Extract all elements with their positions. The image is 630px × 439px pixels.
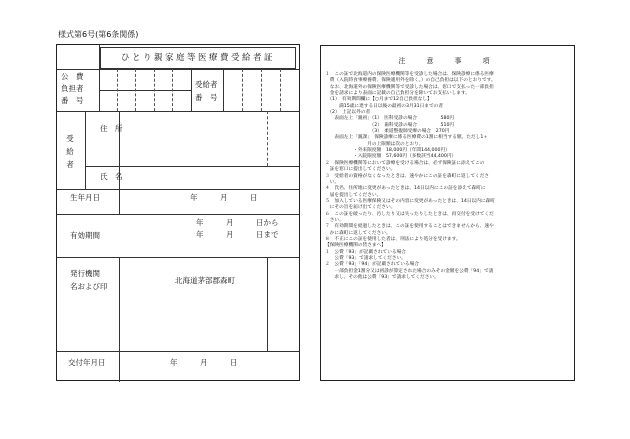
notice-line: ２ 保険医療機関等において診療を受ける場合は、必ず保険証に添えてこの: [325, 160, 485, 166]
notice-line: ・入院限度額 57,600円（多数該当44,400円）: [325, 154, 457, 160]
burden-label-2: 負担者: [61, 84, 84, 93]
digit-divider: [172, 69, 173, 111]
validity-to: 年 月 日まで: [196, 230, 279, 239]
issue-date-fields: 年 月 日: [170, 358, 238, 367]
issuer-name: 北海道茅部郡森町: [175, 276, 235, 285]
issuer-label-1: 発行機関: [70, 269, 100, 278]
notice-line: ４ 氏名、住所地に変更があったときは、14日以内にこの証を添えて森町に: [325, 186, 486, 192]
digit-divider: [154, 69, 155, 111]
recipient-number-label-1: 受給者: [195, 80, 218, 89]
recipient-number-label-2: 番 号: [195, 93, 218, 102]
notice-line: ８ 不正にこの証を使用した者は、刑法により処分を受けます。: [325, 236, 461, 242]
notice-line: 一部負担金1割分又は初診が算定された場合のみその金額を公費「94」で請: [325, 268, 494, 274]
beneficiary-label: [65, 132, 75, 171]
birth-date-label: 生年月日: [70, 193, 100, 202]
notice-line: 表面左上「親初」（1） 医科受診の場合 580円: [325, 116, 455, 122]
notice-line: １ この証で北海道内の保険医療機関等を受診した場合は、保険診療に係る医療: [325, 72, 494, 77]
notice-line: 表面左上「親課」 保険診療に係る医療費の1割に相当する額。ただし1ヶ: [325, 135, 488, 141]
burden-label-1: 公 費: [61, 72, 84, 81]
divider: [267, 111, 268, 166]
address-label: 住 所: [100, 124, 123, 133]
notice-line: （3） 柔道整復師受療の場合 270円: [325, 129, 450, 135]
notice-line: 【保険医療機関の皆さまへ】: [325, 243, 386, 249]
issuer-label-2: 名および印: [70, 282, 108, 291]
birth-date-fields: 年 月 日: [190, 193, 258, 202]
notice-line: い。: [325, 179, 340, 185]
notice-line: なお、北海道外の保険医療機関等で受診した場合は、窓口で支払った一部負担: [325, 84, 494, 90]
notice-line: ・外来限度額 18,000円（年間144,000円）: [325, 148, 450, 154]
notice-line: 公費「93」で請求してください。: [325, 255, 406, 261]
digit-divider: [242, 69, 243, 111]
notice-line: にその旨を届け出てください。: [325, 205, 396, 211]
digit-divider: [280, 69, 281, 111]
divider: [85, 111, 86, 189]
notice-line: さい。: [325, 217, 344, 223]
divider: [57, 257, 299, 258]
divider: [57, 189, 299, 190]
validity-label: 有効期間: [70, 231, 100, 240]
certificate-title: ひとり親家庭等医療費受給者証: [100, 47, 296, 69]
notice-line: （2） 上記以外の者: [325, 110, 371, 116]
notice-line: （1） 有効期間欄に【○月まで12自己負担なし】: [325, 97, 432, 103]
notice-line: 満15歳に達する日以後の最初の3月31日までの者: [325, 103, 444, 109]
notice-panel: [320, 45, 575, 381]
divider: [57, 111, 299, 112]
digit-divider: [261, 69, 262, 111]
beneficiary-label-text: 受 給 者: [66, 134, 74, 169]
notice-line: ２ 公費「93」「94」が記載されている場合: [325, 262, 419, 268]
form-number: 様式第6号(第6条関係): [58, 30, 139, 39]
certificate-panel: [56, 44, 300, 381]
divider: [57, 214, 299, 215]
name-label: 氏 名: [100, 172, 123, 181]
digit-divider: [117, 69, 118, 111]
issue-date-label: 交付年月日: [68, 358, 106, 367]
digit-divider: [135, 69, 136, 111]
divider: [57, 69, 299, 70]
notice-line: かに森町に返してください。: [325, 230, 391, 236]
divider: [99, 90, 191, 91]
notice-line: ３ 受給者の資格がなくなったときは、速やかにこの証を森町に返してくださ: [325, 173, 490, 179]
notice-line: 求し、その他は公費「93」で請求してください。: [325, 275, 439, 280]
divider: [267, 257, 268, 351]
notice-body: [325, 72, 572, 281]
notice-line: １ 公費「93」が記載されている場合: [325, 249, 406, 255]
notice-line: 証を窓口に提出してください。: [325, 167, 396, 173]
notice-line: 金を請求により表面に記載の自己負担分を除いてお支払いします。: [325, 91, 470, 97]
burden-label-3: 番 号: [61, 96, 84, 105]
divider: [191, 69, 192, 111]
validity-from: 年 月 日から: [196, 218, 279, 227]
divider: [85, 166, 299, 167]
notice-title: 注 意 事 項: [398, 57, 497, 65]
notice-line: 月の上限額は次のとおり。: [325, 141, 424, 147]
divider: [223, 69, 224, 111]
notice-line: 届を提出してください。: [325, 192, 382, 198]
notice-line: 費（入院時食事療養費、保険適用外を除く。）の自己負担は以下のとおりです。: [325, 78, 496, 84]
divider: [119, 257, 120, 382]
notice-line: （2） 歯科受診の場合 510円: [325, 122, 455, 128]
notice-line: ７ 有効期間を経過したときは、この証を使用することはできませんから、速や: [325, 224, 494, 230]
notice-line: ５ 加入している医療保険又はその内容に変更があったときは、14日以内に森町: [325, 198, 495, 204]
notice-line: ６ この証を破ったり、汚したり又は失ったりしたときは、再交付を受けてくだ: [325, 211, 494, 217]
divider: [57, 351, 299, 352]
